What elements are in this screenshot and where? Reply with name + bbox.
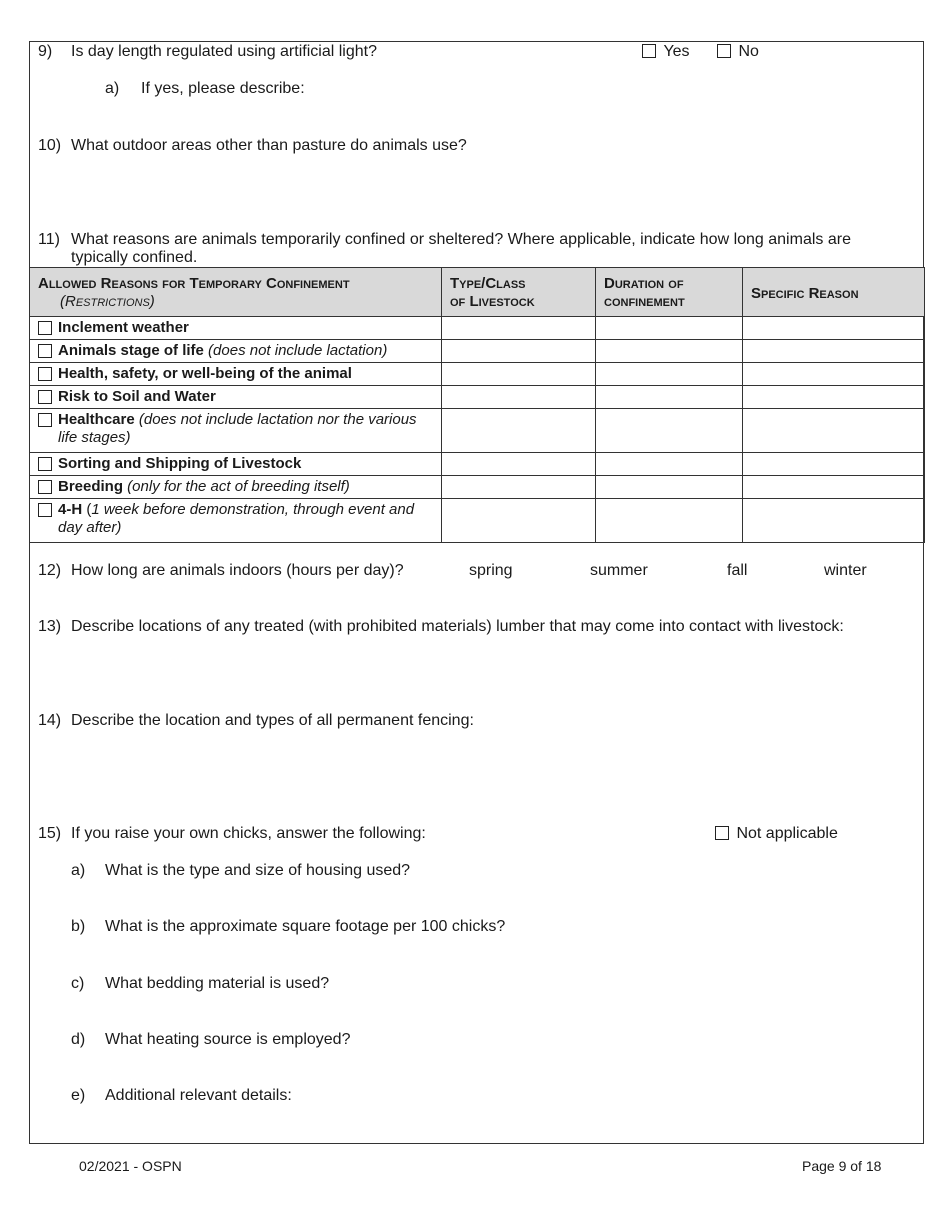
type-class-cell[interactable] xyxy=(442,386,596,409)
q9-number: 9) xyxy=(38,43,53,60)
q15c-label: c) xyxy=(71,975,85,992)
q15d-text: What heating source is employed? xyxy=(105,1031,351,1048)
q14-number: 14) xyxy=(38,712,62,729)
specific-reason-cell[interactable] xyxy=(743,499,925,543)
specific-reason-cell[interactable] xyxy=(743,453,925,476)
specific-reason-cell[interactable] xyxy=(743,386,925,409)
q12-season-summer: summer xyxy=(590,562,648,579)
q15e-label: e) xyxy=(71,1087,86,1104)
reason-checkbox[interactable] xyxy=(38,390,52,404)
type-class-cell[interactable] xyxy=(442,476,596,499)
confinement-table xyxy=(29,267,925,543)
header-allowed-reasons: Allowed Reasons for Temporary Confinement (Restrictions) xyxy=(30,268,442,317)
table-row: 4-H (1 week before demonstration, through event and day after) xyxy=(30,499,925,543)
type-class-cell[interactable] xyxy=(442,453,596,476)
q15b-label: b) xyxy=(71,918,86,935)
q9a-text: If yes, please describe: xyxy=(141,80,305,97)
table-row: Inclement weather xyxy=(30,317,925,340)
type-class-cell[interactable] xyxy=(442,409,596,453)
q9-yes-label: Yes xyxy=(663,43,690,60)
type-class-cell[interactable] xyxy=(442,499,596,543)
q15b-text: What is the approximate square footage per 100 chicks? xyxy=(105,918,506,935)
table-row: Health, safety, or well-being of the animal xyxy=(30,363,925,386)
q10-text: What outdoor areas other than pasture do animals use? xyxy=(71,137,467,154)
q15c-text: What bedding material is used? xyxy=(105,975,330,992)
q14-text: Describe the location and types of all permanent fencing: xyxy=(71,712,474,729)
reason-checkbox[interactable] xyxy=(38,480,52,494)
q9-no-checkbox[interactable] xyxy=(717,44,731,58)
q15a-text: What is the type and size of housing used? xyxy=(105,862,411,879)
type-class-cell[interactable] xyxy=(442,317,596,340)
q9-yes-option[interactable] xyxy=(642,43,690,61)
q9a-label: a) xyxy=(105,80,120,97)
q12-season-spring: spring xyxy=(469,562,513,579)
specific-reason-cell[interactable] xyxy=(743,363,925,386)
q15-not-applicable-checkbox[interactable] xyxy=(715,826,729,840)
specific-reason-cell[interactable] xyxy=(743,317,925,340)
duration-cell[interactable] xyxy=(596,453,743,476)
table-row: Animals stage of life (does not include lactation) xyxy=(30,340,925,363)
reason-checkbox[interactable] xyxy=(38,321,52,335)
reason-checkbox[interactable] xyxy=(38,503,52,517)
q12-text: How long are animals indoors (hours per day)? xyxy=(71,562,404,579)
q12-season-winter: winter xyxy=(824,562,867,579)
header-type-class: Type/Class of Livestock xyxy=(442,268,596,317)
reason-checkbox[interactable] xyxy=(38,457,52,471)
q11-text xyxy=(71,231,851,267)
footer-form-version: 02/2021 - OSPN xyxy=(79,1158,182,1174)
q9-text: Is day length regulated using artificial light? xyxy=(71,43,377,60)
table-row: Breeding (only for the act of breeding itself) xyxy=(30,476,925,499)
q11-line1: What reasons are animals temporarily confined or sheltered? Where applicable, indicate how long animals are xyxy=(71,231,851,248)
duration-cell[interactable] xyxy=(596,363,743,386)
q12-season-fall: fall xyxy=(727,562,748,579)
q9-yes-checkbox[interactable] xyxy=(642,44,656,58)
duration-cell[interactable] xyxy=(596,317,743,340)
header-specific-reason: Specific Reason xyxy=(743,268,925,317)
reason-checkbox[interactable] xyxy=(38,413,52,427)
duration-cell[interactable] xyxy=(596,340,743,363)
q15d-label: d) xyxy=(71,1031,86,1048)
type-class-cell[interactable] xyxy=(442,340,596,363)
duration-cell[interactable] xyxy=(596,476,743,499)
q13-text: Describe locations of any treated (with prohibited materials) lumber that may come into contact with livestock: xyxy=(71,618,844,635)
q15-text: If you raise your own chicks, answer the following: xyxy=(71,825,426,842)
type-class-cell[interactable] xyxy=(442,363,596,386)
specific-reason-cell[interactable] xyxy=(743,409,925,453)
footer-page-number: Page 9 of 18 xyxy=(802,1158,882,1174)
reason-checkbox[interactable] xyxy=(38,367,52,381)
q15-not-applicable-label: Not applicable xyxy=(736,825,838,842)
q15-not-applicable-option[interactable] xyxy=(715,825,838,843)
table-row: Healthcare (does not include lactation nor the various life stages) xyxy=(30,409,925,453)
q15-number: 15) xyxy=(38,825,62,842)
q15a-label: a) xyxy=(71,862,86,879)
q11-line2: typically confined. xyxy=(71,249,198,266)
q9-no-option[interactable] xyxy=(717,43,759,61)
q13-number: 13) xyxy=(38,618,62,635)
q12-number: 12) xyxy=(38,562,62,579)
q11-number: 11) xyxy=(38,231,60,248)
q15e-text: Additional relevant details: xyxy=(105,1087,292,1104)
q9-no-label: No xyxy=(738,43,759,60)
duration-cell[interactable] xyxy=(596,386,743,409)
q10-number: 10) xyxy=(38,137,62,154)
duration-cell[interactable] xyxy=(596,409,743,453)
table-header-row xyxy=(30,268,925,317)
header-duration: Duration of confinement xyxy=(596,268,743,317)
specific-reason-cell[interactable] xyxy=(743,340,925,363)
duration-cell[interactable] xyxy=(596,499,743,543)
table-row: Risk to Soil and Water xyxy=(30,386,925,409)
table-row: Sorting and Shipping of Livestock xyxy=(30,453,925,476)
specific-reason-cell[interactable] xyxy=(743,476,925,499)
reason-checkbox[interactable] xyxy=(38,344,52,358)
